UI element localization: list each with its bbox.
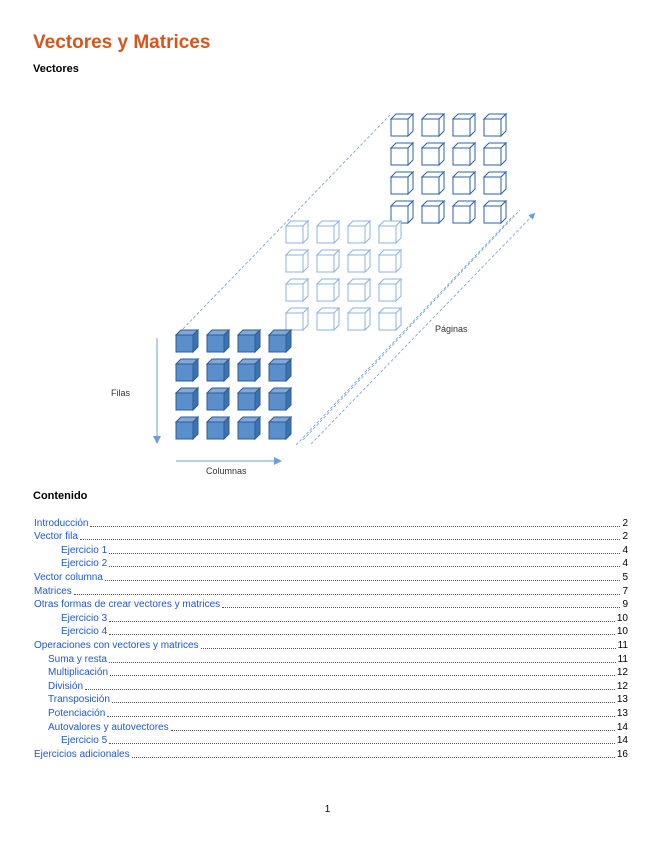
toc-entry[interactable] bbox=[34, 747, 628, 761]
cube-filled bbox=[238, 330, 260, 352]
toc-entry[interactable] bbox=[34, 611, 628, 625]
toc-entry-page: 2 bbox=[622, 531, 628, 543]
toc-leader-dots bbox=[109, 566, 620, 567]
cube-outline-dark bbox=[391, 143, 413, 165]
toc-entry[interactable] bbox=[34, 652, 628, 666]
toc-entry-label[interactable]: Multiplicación bbox=[48, 667, 109, 679]
toc-entry-page: 11 bbox=[617, 639, 628, 651]
cube-outline-dark bbox=[391, 201, 413, 223]
toc-entry-label[interactable]: Ejercicio 4 bbox=[61, 626, 108, 638]
toc-entry-page: 10 bbox=[616, 626, 628, 638]
toc-leader-dots bbox=[109, 553, 620, 554]
toc-leader-dots bbox=[109, 621, 615, 622]
cube-filled bbox=[176, 330, 198, 352]
section-subtitle: Vectores bbox=[33, 63, 79, 75]
cube-outline-dark bbox=[391, 114, 413, 136]
vectors-matrices-diagram bbox=[100, 100, 560, 480]
cube-outline-dark bbox=[422, 143, 444, 165]
toc-entry[interactable] bbox=[34, 530, 628, 544]
cube-outline-dark bbox=[391, 172, 413, 194]
toc-entry[interactable] bbox=[34, 543, 628, 557]
toc-entry-page: 5 bbox=[622, 571, 628, 583]
toc-entry-label[interactable]: Ejercicio 3 bbox=[61, 612, 108, 624]
toc-entry-label[interactable]: Otras formas de crear vectores y matrices bbox=[34, 599, 221, 611]
toc-leader-dots bbox=[171, 730, 615, 731]
cube-outline-dark bbox=[453, 143, 475, 165]
cube-filled bbox=[176, 417, 198, 439]
page-number: 1 bbox=[324, 804, 331, 815]
toc-leader-dots bbox=[109, 743, 615, 744]
cube-outline-light bbox=[286, 221, 308, 243]
toc-entry-page: 14 bbox=[616, 721, 628, 733]
cube-outline-light bbox=[348, 250, 370, 272]
toc-entry-label[interactable]: Transposición bbox=[48, 694, 110, 706]
toc-entry-page: 12 bbox=[616, 680, 628, 692]
toc-entry-page: 10 bbox=[616, 612, 628, 624]
pages-label: Páginas bbox=[435, 324, 468, 334]
cube-outline-dark bbox=[484, 143, 506, 165]
cube-filled bbox=[269, 359, 291, 381]
cube-outline-light bbox=[286, 250, 308, 272]
toc-entry[interactable] bbox=[34, 570, 628, 584]
cube-outline-dark bbox=[453, 201, 475, 223]
cube-outline-light bbox=[379, 279, 401, 301]
rows-label: Filas bbox=[111, 388, 131, 398]
toc-entry-page: 4 bbox=[622, 544, 628, 556]
toc-entry-label[interactable]: Vector columna bbox=[34, 571, 103, 583]
toc-leader-dots bbox=[222, 607, 620, 608]
toc-entry-page: 2 bbox=[622, 517, 628, 529]
toc-entry-label[interactable]: Autovalores y autovectores bbox=[48, 721, 169, 733]
toc-leader-dots bbox=[112, 702, 615, 703]
cube-outline-dark bbox=[453, 114, 475, 136]
toc-leader-dots bbox=[132, 757, 615, 758]
toc-leader-dots bbox=[110, 675, 615, 676]
cube-outline-light bbox=[317, 308, 339, 330]
cube-outline-light bbox=[379, 221, 401, 243]
toc-entry[interactable] bbox=[34, 625, 628, 639]
pages-arrow bbox=[311, 214, 534, 444]
cube-outline-light bbox=[379, 250, 401, 272]
toc-entry-page: 12 bbox=[616, 667, 628, 679]
toc-leader-dots bbox=[107, 716, 615, 717]
cube-outline-dark bbox=[484, 172, 506, 194]
toc-entry[interactable] bbox=[34, 638, 628, 652]
toc-entry[interactable] bbox=[34, 720, 628, 734]
toc-entry-label[interactable]: Ejercicios adicionales bbox=[34, 748, 130, 760]
toc-leader-dots bbox=[74, 594, 621, 595]
document-title: Vectores y Matrices bbox=[33, 32, 211, 53]
cube-outline-dark bbox=[422, 172, 444, 194]
toc-leader-dots bbox=[109, 634, 615, 635]
cube-outline-light bbox=[348, 279, 370, 301]
toc-leader-dots bbox=[90, 526, 620, 527]
toc-entry[interactable] bbox=[34, 557, 628, 571]
cube-filled bbox=[238, 417, 260, 439]
toc-entry[interactable] bbox=[34, 516, 628, 530]
toc-entry-label[interactable]: Ejercicio 1 bbox=[61, 544, 108, 556]
toc-entry-label[interactable]: Matrices bbox=[34, 585, 72, 597]
cube-outline-light bbox=[348, 221, 370, 243]
front-page-grid bbox=[176, 330, 291, 439]
toc-entry[interactable] bbox=[34, 706, 628, 720]
toc-leader-dots bbox=[80, 539, 621, 540]
toc-entry[interactable] bbox=[34, 598, 628, 612]
toc-entry-label[interactable]: Ejercicio 2 bbox=[61, 558, 108, 570]
toc-entry[interactable] bbox=[34, 666, 628, 680]
toc-entry-label[interactable]: Potenciación bbox=[48, 707, 106, 719]
cube-filled bbox=[176, 359, 198, 381]
cube-outline-dark bbox=[453, 172, 475, 194]
cube-outline-light bbox=[348, 308, 370, 330]
toc-entry-label[interactable]: Vector fila bbox=[34, 531, 78, 543]
toc-entry-page: 13 bbox=[616, 707, 628, 719]
toc-leader-dots bbox=[85, 689, 615, 690]
cube-filled bbox=[238, 388, 260, 410]
toc-entry-page: 13 bbox=[616, 694, 628, 706]
toc-entry-label[interactable]: Suma y resta bbox=[48, 653, 107, 665]
cube-outline-light bbox=[317, 250, 339, 272]
cube-filled bbox=[207, 330, 229, 352]
cube-outline-light bbox=[317, 221, 339, 243]
cube-filled bbox=[176, 388, 198, 410]
cube-outline-dark bbox=[422, 201, 444, 223]
columns-label: Columnas bbox=[206, 466, 247, 476]
toc-entry-page: 9 bbox=[622, 599, 628, 611]
table-of-contents bbox=[34, 516, 628, 761]
cube-outline-light bbox=[379, 308, 401, 330]
toc-entry[interactable] bbox=[34, 693, 628, 707]
toc-entry-label[interactable]: Introducción bbox=[34, 517, 89, 529]
cube-filled bbox=[207, 417, 229, 439]
toc-entry-label[interactable]: División bbox=[48, 680, 84, 692]
cube-outline-dark bbox=[484, 114, 506, 136]
cube-filled bbox=[238, 359, 260, 381]
middle-page-grid bbox=[286, 221, 401, 330]
toc-entry-label[interactable]: Operaciones con vectores y matrices bbox=[34, 639, 199, 651]
toc-entry[interactable] bbox=[34, 679, 628, 693]
cube-outline-light bbox=[286, 308, 308, 330]
toc-entry[interactable] bbox=[34, 734, 628, 748]
cube-outline-dark bbox=[422, 114, 444, 136]
cube-filled bbox=[269, 388, 291, 410]
cube-filled bbox=[269, 330, 291, 352]
cube-filled bbox=[269, 417, 291, 439]
cube-filled bbox=[207, 388, 229, 410]
cube-outline-light bbox=[317, 279, 339, 301]
back-page-grid bbox=[391, 114, 506, 223]
toc-entry-label[interactable]: Ejercicio 5 bbox=[61, 735, 108, 747]
toc-entry-page: 16 bbox=[616, 748, 628, 760]
cube-filled bbox=[207, 359, 229, 381]
toc-entry-page: 11 bbox=[617, 653, 628, 665]
toc-entry-page: 4 bbox=[622, 558, 628, 570]
toc-entry[interactable] bbox=[34, 584, 628, 598]
toc-leader-dots bbox=[105, 580, 621, 581]
toc-leader-dots bbox=[201, 648, 616, 649]
cube-outline-dark bbox=[484, 201, 506, 223]
toc-leader-dots bbox=[109, 662, 616, 663]
toc-heading: Contenido bbox=[33, 490, 88, 502]
diagram-svg bbox=[100, 100, 560, 480]
cube-outline-light bbox=[286, 279, 308, 301]
toc-entry-page: 14 bbox=[616, 735, 628, 747]
toc-entry-page: 7 bbox=[622, 585, 628, 597]
